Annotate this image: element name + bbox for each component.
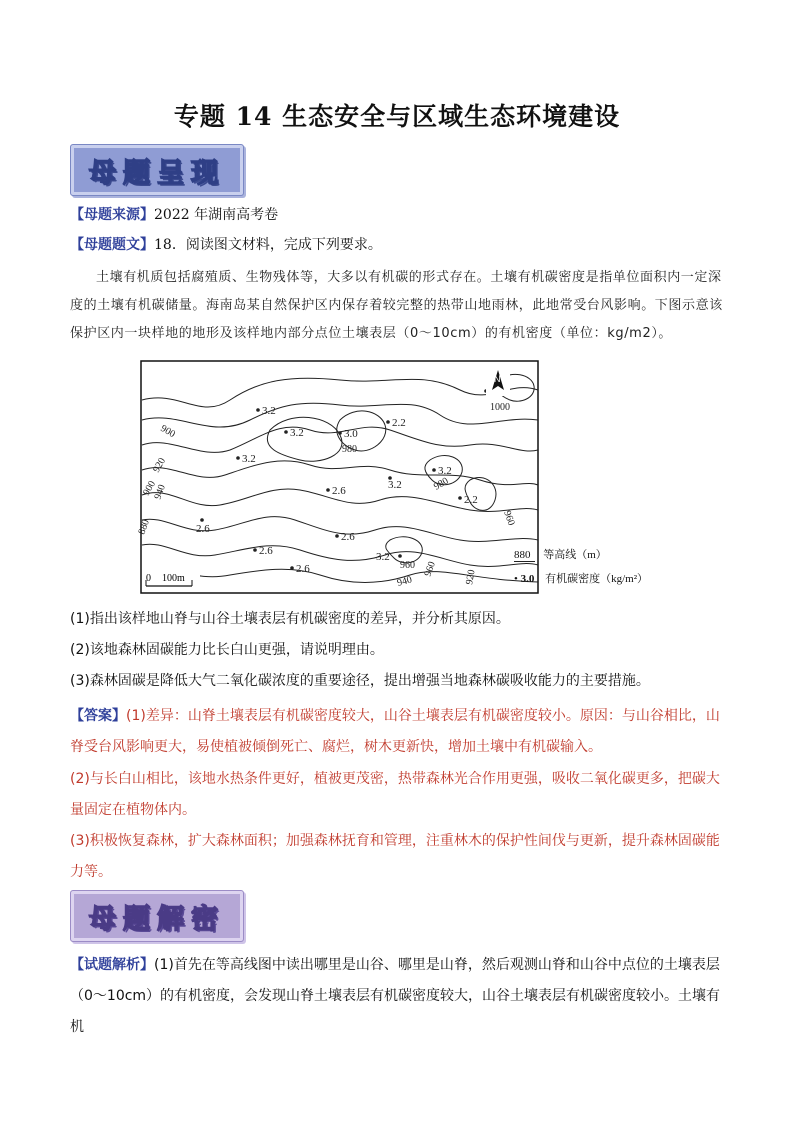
contour-map [136, 360, 540, 595]
legend-density-text: 有机碳密度（kg/m²） [545, 573, 649, 585]
page-title: 专题 14 生态安全与区域生态环境建设 [173, 102, 621, 131]
density-point [253, 548, 257, 552]
contour-label: 960 [501, 509, 517, 528]
analysis-label: 【试题解析】 [70, 957, 154, 973]
density-label: 3.2 [438, 465, 452, 477]
contour-label: 920 [464, 568, 478, 586]
density-point [335, 534, 339, 538]
answer-p1-text: (1)差异：山脊土壤表层有机碳密度较大，山谷土壤表层有机碳密度较小。原因：与山谷相比，山脊受台风影响更大，易使植被倾倒死亡、腐烂，树木更新快，增加土壤中有机碳输入。 [70, 708, 720, 755]
density-label: 3.2 [388, 479, 402, 491]
badge-decode-label: 母题解密 [89, 903, 225, 935]
scale-end: 100m [162, 573, 185, 584]
density-point [200, 518, 204, 522]
density-point [256, 408, 260, 412]
contour-label: 960 [422, 560, 438, 579]
source-line [70, 205, 730, 225]
contour-label: 900 [158, 423, 177, 441]
contour-label: 980 [432, 475, 451, 493]
density-label: 2.2 [464, 494, 478, 506]
answer-paragraph-2: (2)与长白山相比，该地水热条件更好，植被更茂密，热带森林光合作用更强，吸收二氧化碳更多，把碳大量固定在植物体内。 [70, 771, 720, 818]
density-label: 2.6 [259, 545, 273, 557]
legend-density [514, 570, 648, 586]
section-badge-presentation [70, 144, 244, 196]
density-label: 2.6 [341, 531, 355, 543]
legend-dot-icon: • [514, 573, 518, 585]
density-point [458, 496, 462, 500]
density-label: 3.2 [242, 453, 256, 465]
density-label: 3.2 [262, 405, 276, 417]
answer-paragraph-3: (3)积极恢复森林，扩大森林面积；加强森林抚育和管理，注重林木的保护性间伐与更新，提升森林固碳能力等。 [70, 833, 720, 880]
legend-density-sample: 3.0 [520, 573, 535, 585]
legend-contour [514, 546, 607, 562]
material-paragraph: 土壤有机质包括腐殖质、生物残体等，大多以有机碳的形式存在。土壤有机碳密度是指单位面积内一定深度的土壤有机碳储量。海南岛某自然保护区内保存着较完整的热带山地雨林，此地常受台风影响。下图示意该保护区内一块样地的地形及该样地内部分点位土壤表层（0～10cm）的有机密度（单位：kg/m2）。 [70, 270, 723, 341]
question-2: (2)该地森林固碳能力比长白山更强，请说明理由。 [70, 642, 384, 658]
badge-presentation-label: 母题呈现 [89, 157, 225, 189]
contour-label: 900 [141, 479, 159, 498]
density-point [284, 430, 288, 434]
contour-label: 1000 [490, 402, 510, 413]
section-badge-decode [70, 890, 244, 942]
north-label: N [494, 374, 501, 384]
density-point [398, 554, 402, 558]
question-text: 18．阅读图文材料，完成下列要求。 [154, 237, 382, 253]
density-label: 2.6 [196, 523, 210, 535]
question-1: (1)指出该样地山脊与山谷土壤表层有机碳密度的差异，并分析其原因。 [70, 611, 510, 627]
density-label: 2.6 [296, 563, 310, 575]
scale-start: 0 [146, 573, 151, 584]
north-arrow-icon [486, 366, 510, 396]
source-text: 2022 年湖南高考卷 [154, 207, 279, 223]
density-point [386, 420, 390, 424]
legend-contour-text: 等高线（m） [543, 549, 607, 561]
contour-label: 960 [400, 560, 415, 571]
analysis-paragraph [70, 950, 730, 1043]
density-point [338, 431, 342, 435]
question-line [70, 235, 730, 255]
density-label: 3.2 [376, 551, 390, 563]
density-point [236, 456, 240, 460]
contour-label: 940 [152, 483, 168, 502]
density-label: 2.6 [332, 485, 346, 497]
legend-contour-sample: 880 [514, 549, 535, 562]
contour-label: 880 [136, 518, 152, 537]
density-point [326, 488, 330, 492]
scale-bar [142, 563, 200, 592]
analysis-text: (1)首先在等高线图中读出哪里是山谷、哪里是山脊，然后观测山脊和山谷中点位的土壤表层（0～10cm）的有机密度，会发现山脊土壤表层有机碳密度较大，山谷土壤表层有机碳密度较小。土壤有机 [70, 957, 721, 1035]
answer-label: 【答案】 [70, 708, 126, 724]
density-label: 3.2 [290, 427, 304, 439]
density-point [290, 566, 294, 570]
contour-label: 980 [342, 444, 357, 455]
answer-paragraph-1 [70, 701, 730, 763]
density-point [432, 468, 436, 472]
contour-label: 920 [151, 456, 169, 475]
density-label: 2.2 [392, 417, 406, 429]
question-3: (3)森林固碳是降低大气二氧化碳浓度的重要途径，提出增强当地森林碳吸收能力的主要措施。 [70, 673, 650, 689]
contour-label: 940 [395, 574, 414, 589]
question-label: 【母题题文】 [70, 237, 154, 253]
source-label: 【母题来源】 [70, 207, 154, 223]
density-label: 3.0 [344, 428, 358, 440]
